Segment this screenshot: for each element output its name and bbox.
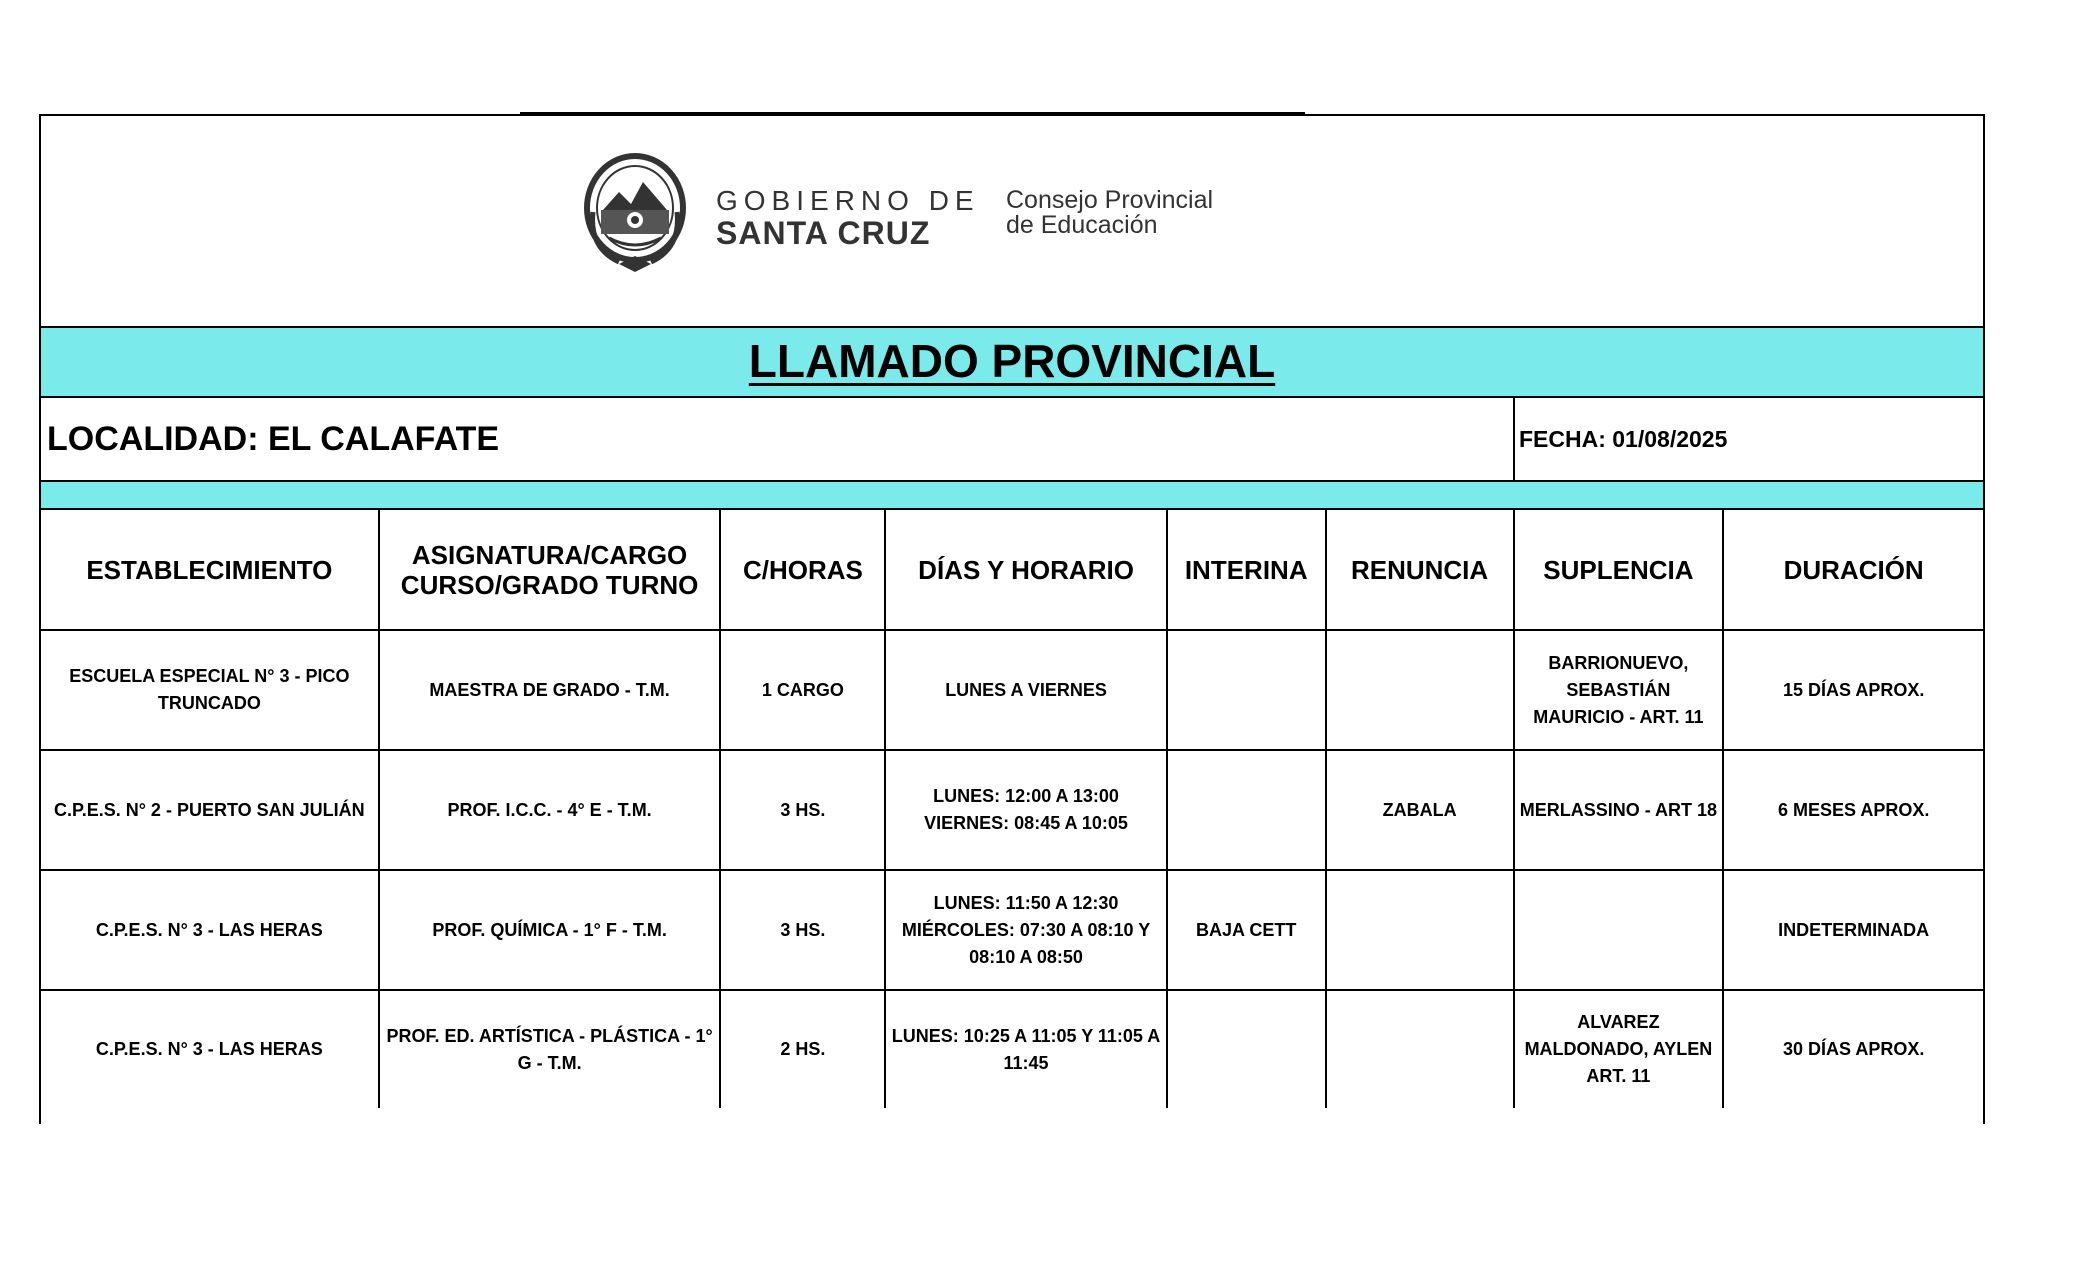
cell-horas: 2 HS. [720,990,885,1108]
header-establecimiento: ESTABLECIMIENTO [41,510,379,630]
table-row [41,750,1983,870]
cell-suplencia: ALVAREZ MALDONADO, AYLEN ART. 11 [1514,990,1724,1108]
header-asignatura-line-2: CURSO/GRADO TURNO [400,569,699,600]
cell-duracion: 15 DÍAS APROX. [1723,630,1983,750]
header-band [41,116,1983,328]
cell-establecimiento: C.P.E.S. N° 2 - PUERTO SAN JULIÁN [41,750,379,870]
cell-asignatura: PROF. I.C.C. - 4° E - T.M. [379,750,721,870]
cell-interina [1167,750,1326,870]
cell-interina [1167,990,1326,1108]
cell-establecimiento: C.P.E.S. N° 3 - LAS HERAS [41,870,379,990]
cell-renuncia: ZABALA [1326,750,1514,870]
cell-interina: BAJA CETT [1167,870,1326,990]
cell-dias: LUNES: 11:50 A 12:30 MIÉRCOLES: 07:30 A 08:10 Y 08:10 A 08:50 [885,870,1166,990]
government-line-1: GOBIERNO DE [716,185,980,216]
government-name [716,186,980,250]
cell-duracion: 30 DÍAS APROX. [1782,1039,1925,1059]
header-asignatura-line-1: ASIGNATURA/CARGO [411,539,688,570]
cell-renuncia [1326,870,1514,990]
cell-duracion: INDETERMINADA [1723,870,1983,990]
table-header-row [41,510,1983,630]
cell-suplencia: BARRIONUEVO, SEBASTIÁN MAURICIO - ART. 11 [1514,630,1724,750]
date-label: FECHA: 01/08/2025 [1513,398,1985,480]
table-row [41,990,1983,1108]
cell-renuncia [1326,990,1514,1108]
locality-row [41,398,1983,482]
cell-establecimiento: C.P.E.S. N° 3 - LAS HERAS [41,990,379,1108]
cell-horas: 3 HS. [720,750,885,870]
council-line-2: de Educación [1006,211,1158,239]
cell-asignatura: PROF. ED. ARTÍSTICA - PLÁSTICA - 1° G - T.M. [379,990,721,1108]
header-horas: C/HORAS [720,510,885,630]
header-suplencia: SUPLENCIA [1514,510,1724,630]
header-asignatura [379,510,721,630]
santa-cruz-crest-icon [579,152,691,276]
cell-interina [1167,630,1326,750]
header-dias: DÍAS Y HORARIO [885,510,1166,630]
cell-horas: 3 HS. [720,870,885,990]
spacer-band [41,482,1983,510]
cell-duracion: 6 MESES APROX. [1723,750,1983,870]
government-line-2: SANTA CRUZ [716,215,931,251]
header-renuncia: RENUNCIA [1326,510,1514,630]
cell-dias: LUNES A VIERNES [885,630,1166,750]
cell-dias: LUNES: 10:25 A 11:05 Y 11:05 A 11:45 [885,990,1166,1108]
cell-horas: 1 CARGO [720,630,885,750]
council-line-1: Consejo Provincial [1006,186,1214,214]
cell-dias: LUNES: 12:00 A 13:00 VIERNES: 08:45 A 10:05 [885,750,1166,870]
table-row [41,630,1983,750]
cell-asignatura: MAESTRA DE GRADO - T.M. [379,630,721,750]
title-band [41,328,1983,398]
council-name [1006,188,1213,238]
cell-establecimiento: ESCUELA ESPECIAL N° 3 - PICO TRUNCADO [41,630,379,750]
header-interina: INTERINA [1167,510,1326,630]
locality-label: LOCALIDAD: EL CALAFATE [47,420,500,458]
page-title: LLAMADO PROVINCIAL [748,335,1276,387]
cell-renuncia [1326,630,1514,750]
cell-suplencia: MERLASSINO - ART 18 [1514,750,1724,870]
table-row [41,870,1983,990]
cell-suplencia [1514,870,1724,990]
cell-asignatura: PROF. QUÍMICA - 1° F - T.M. [379,870,721,990]
calls-table [41,510,1983,1108]
header-duracion: DURACIÓN [1723,510,1983,630]
document-sheet [39,114,1985,1124]
